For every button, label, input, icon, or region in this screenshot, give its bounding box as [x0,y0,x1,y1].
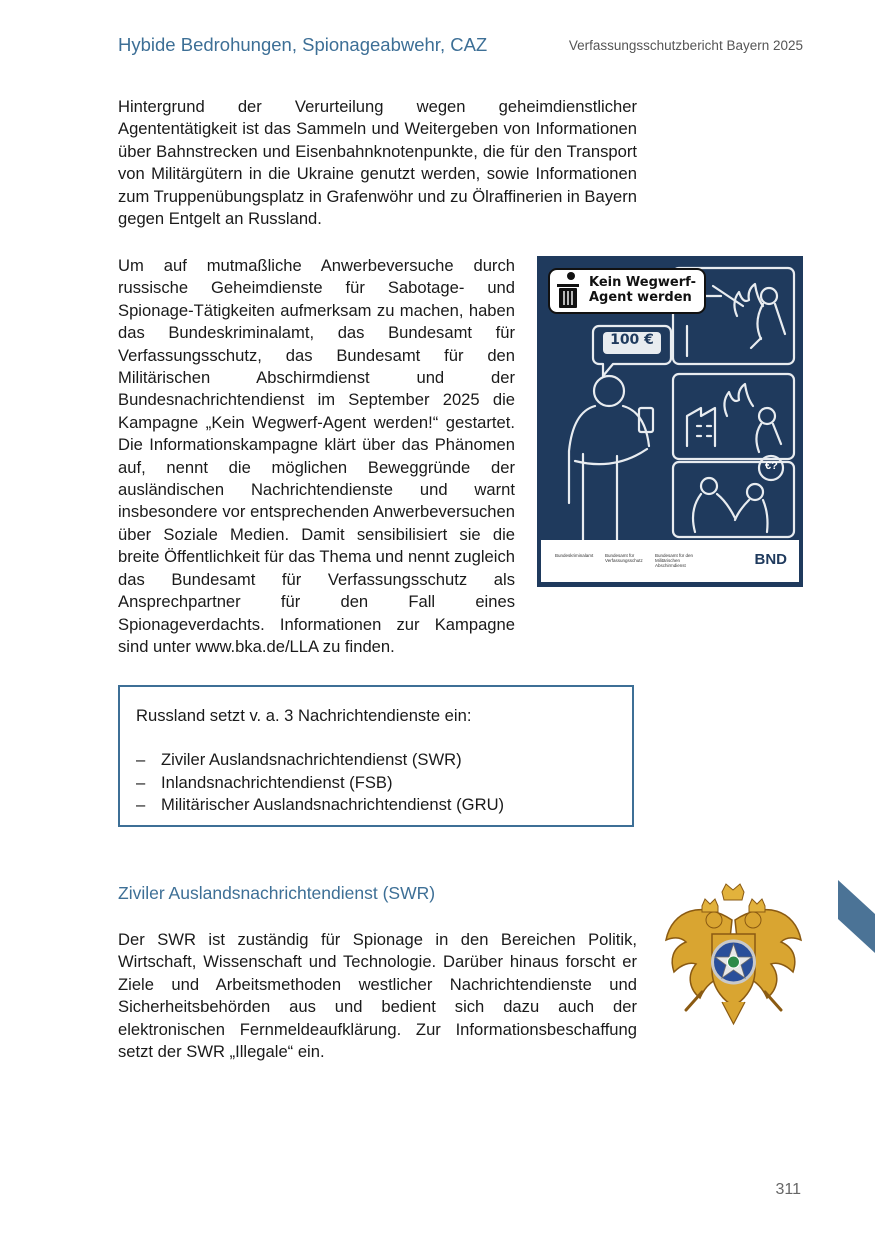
chapter-tab-marker [838,880,875,953]
infobox-nachrichtendienste [118,685,634,827]
poster-logo-bar [541,540,799,582]
poster-org-bamad: Bundesamt für den Militärischen Abschirmdienst [655,553,694,568]
poster-org-bka: Bundeskriminalamt [555,553,594,558]
list-item: – Ziviler Auslandsnachrichtendienst (SWR) [136,750,462,769]
page-number: 311 [775,1181,801,1198]
running-header-publication: Verfassungsschutzbericht Bayern 2025 [568,38,803,53]
list-item: – Militärischer Auslandsnachrichtendienst (GRU) [136,795,505,814]
paragraph-kampagne: Um auf mutmaßliche Anwerbeversuche durch russische Geheimdienste für Sabotage- und Spionage-Tätigkeiten aufmerksam zu machen, haben das Bundeskriminalamt, das Bundesamt für Verfassungsschutz, das Bundesamt für den Militärischen Abschirmdienst und der Bundesnachrichtendienst im September 2025 die Kampagne „Kein Wegwerf-Agent werden!“ gestartet. Die Informationskampagne klärt über das Phänomen auf, nennt die möglichen Beweggründe der ausländischen Nachrichtendienste und warnt insbesondere vor entsprechenden Anwerbeversuchen über Soziale Medien. Damit sensibilisiert sie die breite Öffentlichkeit für das Thema und nennt zugleich das Bundesamt für Verfassungsschutz als Ansprechpartner für den Fall eines Spionageverdachts. Informationen zur Kampagne sind unter www.bka.de/LLA zu finden. [118,256,515,656]
paragraph-verurteilung: Hintergrund der Verurteilung wegen geheimdienstlicher Agententätigkeit ist das Sammeln und Weitergeben von Informationen über Bahnstrecken und Eisenbahnknotenpunkte, die für den Transport von Militärgütern in die Ukraine genutzt werden, sowie Informationen zum Truppenübungsplatz in Grafenwöhr und zu Ölraffinerien in Bayern gegen Entgelt an Russland. [118,97,638,229]
campaign-poster [537,256,803,587]
section-heading-swr: Ziviler Auslandsnachrichtendienst (SWR) [118,883,436,903]
paragraph-swr: Der SWR ist zuständig für Spionage in den Bereichen Politik, Wirtschaft, Wissenschaft und Technologie. Darüber hinaus forscht er Ziele und Arbeitsmethoden westlicher Nachrichtendienste und Sicherheitsbehörden aus und bedient sich dazu auch der elektronischen Fernmeldeaufklärung. Zur Informationsbeschaffung setzt der SWR „Illegale“ ein. [118,930,637,1062]
list-item: – Inlandsnachrichtendienst (FSB) [136,772,393,792]
poster-chalk-drawing [537,256,803,587]
poster-org-bnd: BND [754,551,787,568]
infobox-list [136,749,504,817]
running-header-title: Hybide Bedrohungen, Spionageabwehr, CAZ [118,34,488,55]
poster-org-bfv: Bundesamt für Verfassungsschutz [605,553,643,563]
swr-emblem-icon [662,880,805,1028]
poster-title: Kein Wegwerf-Agent werden [589,275,696,305]
poster-euro-question: €? [765,460,778,472]
poster-price-bubble: 100 € [610,332,654,348]
infobox-title: Russland setzt v. a. 3 Nachrichtendienste ein: [136,706,472,725]
